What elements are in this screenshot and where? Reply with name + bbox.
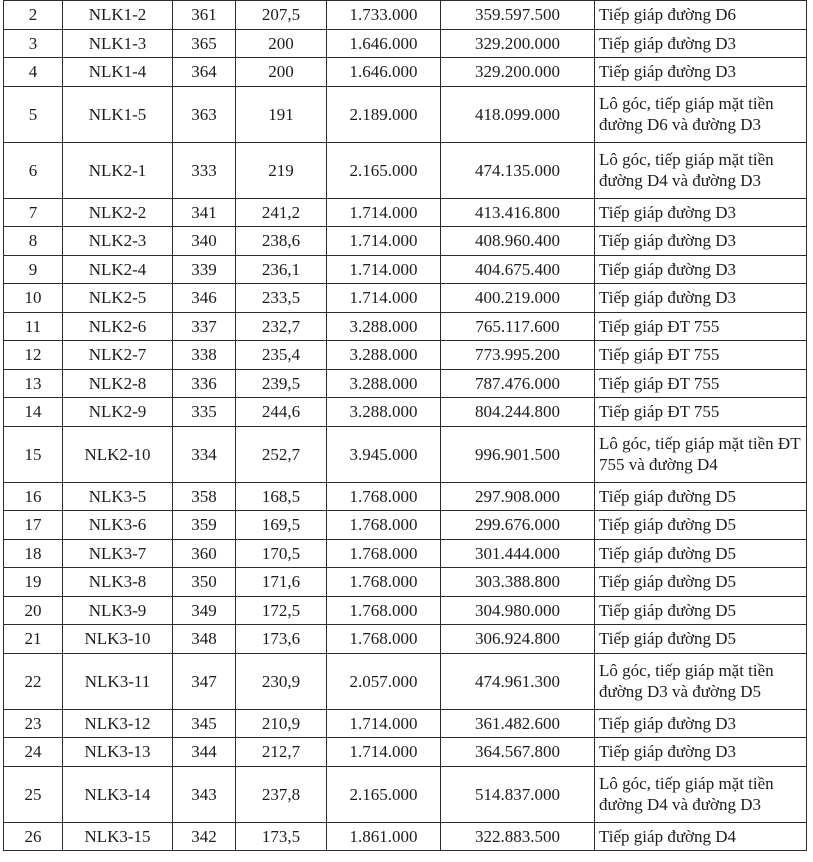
location-note: Lô góc, tiếp giáp mặt tiền đường D3 và đường D5 <box>595 653 807 709</box>
row-number: 17 <box>4 511 63 540</box>
unit-price: 1.714.000 <box>327 255 441 284</box>
lot-code: NLK2-7 <box>63 341 173 370</box>
total-price: 359.597.500 <box>441 1 595 30</box>
location-note: Tiếp giáp đường D5 <box>595 596 807 625</box>
unit-price: 2.165.000 <box>327 142 441 198</box>
lot-number: 360 <box>173 539 236 568</box>
location-note: Tiếp giáp đường D3 <box>595 255 807 284</box>
lot-area: 238,6 <box>236 227 327 256</box>
location-note: Tiếp giáp ĐT 755 <box>595 369 807 398</box>
unit-price: 1.768.000 <box>327 539 441 568</box>
unit-price: 3.288.000 <box>327 398 441 427</box>
total-price: 474.961.300 <box>441 653 595 709</box>
unit-price: 3.945.000 <box>327 426 441 482</box>
lot-area: 172,5 <box>236 596 327 625</box>
table-row <box>4 568 807 597</box>
table-row <box>4 709 807 738</box>
unit-price: 1.714.000 <box>327 284 441 313</box>
total-price: 413.416.800 <box>441 198 595 227</box>
table-row <box>4 539 807 568</box>
lot-area: 230,9 <box>236 653 327 709</box>
lot-number: 335 <box>173 398 236 427</box>
table-row <box>4 341 807 370</box>
location-note: Lô góc, tiếp giáp mặt tiền đường D6 và đường D3 <box>595 86 807 142</box>
location-note: Tiếp giáp đường D5 <box>595 482 807 511</box>
row-number: 8 <box>4 227 63 256</box>
location-note: Tiếp giáp ĐT 755 <box>595 341 807 370</box>
unit-price: 1.768.000 <box>327 568 441 597</box>
lot-code: NLK2-6 <box>63 312 173 341</box>
location-note: Tiếp giáp đường D6 <box>595 1 807 30</box>
lot-number: 343 <box>173 766 236 822</box>
lot-number: 346 <box>173 284 236 313</box>
lot-code: NLK3-9 <box>63 596 173 625</box>
total-price: 297.908.000 <box>441 482 595 511</box>
location-note: Tiếp giáp đường D4 <box>595 822 807 851</box>
lot-number: 364 <box>173 58 236 87</box>
lot-area: 239,5 <box>236 369 327 398</box>
lot-area: 235,4 <box>236 341 327 370</box>
lot-number: 350 <box>173 568 236 597</box>
lot-number: 344 <box>173 738 236 767</box>
lot-area: 219 <box>236 142 327 198</box>
lot-area: 173,6 <box>236 625 327 654</box>
total-price: 329.200.000 <box>441 58 595 87</box>
table-row <box>4 653 807 709</box>
lot-code: NLK1-4 <box>63 58 173 87</box>
total-price: 773.995.200 <box>441 341 595 370</box>
row-number: 14 <box>4 398 63 427</box>
row-number: 23 <box>4 709 63 738</box>
unit-price: 2.165.000 <box>327 766 441 822</box>
lot-area: 173,5 <box>236 822 327 851</box>
location-note: Tiếp giáp ĐT 755 <box>595 398 807 427</box>
unit-price: 2.189.000 <box>327 86 441 142</box>
row-number: 26 <box>4 822 63 851</box>
lot-code: NLK2-10 <box>63 426 173 482</box>
table-row <box>4 58 807 87</box>
unit-price: 3.288.000 <box>327 341 441 370</box>
lot-number: 341 <box>173 198 236 227</box>
unit-price: 1.714.000 <box>327 709 441 738</box>
total-price: 322.883.500 <box>441 822 595 851</box>
table-row <box>4 738 807 767</box>
lot-code: NLK3-7 <box>63 539 173 568</box>
location-note: Tiếp giáp ĐT 755 <box>595 312 807 341</box>
lot-number: 333 <box>173 142 236 198</box>
row-number: 24 <box>4 738 63 767</box>
location-note: Tiếp giáp đường D3 <box>595 284 807 313</box>
table-row <box>4 482 807 511</box>
lot-area: 237,8 <box>236 766 327 822</box>
lot-area: 241,2 <box>236 198 327 227</box>
total-price: 408.960.400 <box>441 227 595 256</box>
lot-code: NLK3-14 <box>63 766 173 822</box>
lot-code: NLK2-4 <box>63 255 173 284</box>
table-row <box>4 227 807 256</box>
unit-price: 1.714.000 <box>327 198 441 227</box>
row-number: 20 <box>4 596 63 625</box>
unit-price: 3.288.000 <box>327 312 441 341</box>
table-row <box>4 255 807 284</box>
location-note: Tiếp giáp đường D3 <box>595 198 807 227</box>
unit-price: 1.768.000 <box>327 596 441 625</box>
total-price: 787.476.000 <box>441 369 595 398</box>
lot-code: NLK3-12 <box>63 709 173 738</box>
lot-code: NLK2-8 <box>63 369 173 398</box>
row-number: 12 <box>4 341 63 370</box>
lot-code: NLK3-13 <box>63 738 173 767</box>
row-number: 18 <box>4 539 63 568</box>
unit-price: 1.768.000 <box>327 511 441 540</box>
lot-code: NLK1-5 <box>63 86 173 142</box>
total-price: 474.135.000 <box>441 142 595 198</box>
lot-number: 347 <box>173 653 236 709</box>
unit-price: 1.733.000 <box>327 1 441 30</box>
lot-area: 236,1 <box>236 255 327 284</box>
lot-area: 200 <box>236 58 327 87</box>
lot-code: NLK3-15 <box>63 822 173 851</box>
lot-number: 365 <box>173 29 236 58</box>
lot-area: 170,5 <box>236 539 327 568</box>
lot-code: NLK2-5 <box>63 284 173 313</box>
table-row <box>4 284 807 313</box>
location-note: Tiếp giáp đường D3 <box>595 58 807 87</box>
lot-area: 212,7 <box>236 738 327 767</box>
table-row <box>4 369 807 398</box>
table-row <box>4 142 807 198</box>
table-row <box>4 312 807 341</box>
table-row <box>4 625 807 654</box>
location-note: Tiếp giáp đường D3 <box>595 709 807 738</box>
lot-code: NLK2-9 <box>63 398 173 427</box>
location-note: Tiếp giáp đường D3 <box>595 29 807 58</box>
lot-number: 339 <box>173 255 236 284</box>
location-note: Tiếp giáp đường D3 <box>595 738 807 767</box>
table-body <box>4 1 807 851</box>
lot-code: NLK2-2 <box>63 198 173 227</box>
total-price: 361.482.600 <box>441 709 595 738</box>
lot-area: 169,5 <box>236 511 327 540</box>
table-row <box>4 426 807 482</box>
row-number: 13 <box>4 369 63 398</box>
lot-area: 200 <box>236 29 327 58</box>
row-number: 11 <box>4 312 63 341</box>
unit-price: 1.714.000 <box>327 738 441 767</box>
lot-number: 358 <box>173 482 236 511</box>
table-row <box>4 766 807 822</box>
unit-price: 1.768.000 <box>327 482 441 511</box>
lot-area: 171,6 <box>236 568 327 597</box>
lot-area: 244,6 <box>236 398 327 427</box>
unit-price: 3.288.000 <box>327 369 441 398</box>
total-price: 804.244.800 <box>441 398 595 427</box>
row-number: 16 <box>4 482 63 511</box>
lot-number: 345 <box>173 709 236 738</box>
lot-number: 340 <box>173 227 236 256</box>
lot-area: 233,5 <box>236 284 327 313</box>
lot-area: 232,7 <box>236 312 327 341</box>
lot-area: 252,7 <box>236 426 327 482</box>
row-number: 5 <box>4 86 63 142</box>
lot-area: 168,5 <box>236 482 327 511</box>
row-number: 22 <box>4 653 63 709</box>
total-price: 400.219.000 <box>441 284 595 313</box>
total-price: 404.675.400 <box>441 255 595 284</box>
table-row <box>4 29 807 58</box>
row-number: 21 <box>4 625 63 654</box>
table-row <box>4 198 807 227</box>
lot-number: 361 <box>173 1 236 30</box>
lot-area: 210,9 <box>236 709 327 738</box>
location-note: Tiếp giáp đường D5 <box>595 511 807 540</box>
unit-price: 1.646.000 <box>327 29 441 58</box>
location-note: Tiếp giáp đường D5 <box>595 625 807 654</box>
lot-number: 334 <box>173 426 236 482</box>
total-price: 329.200.000 <box>441 29 595 58</box>
lot-area: 207,5 <box>236 1 327 30</box>
lot-code: NLK1-2 <box>63 1 173 30</box>
total-price: 301.444.000 <box>441 539 595 568</box>
lot-number: 342 <box>173 822 236 851</box>
location-note: Lô góc, tiếp giáp mặt tiền đường D4 và đường D3 <box>595 766 807 822</box>
total-price: 996.901.500 <box>441 426 595 482</box>
lot-code: NLK2-1 <box>63 142 173 198</box>
total-price: 765.117.600 <box>441 312 595 341</box>
unit-price: 1.714.000 <box>327 227 441 256</box>
lot-code: NLK3-8 <box>63 568 173 597</box>
location-note: Lô góc, tiếp giáp mặt tiền ĐT 755 và đường D4 <box>595 426 807 482</box>
lot-number: 363 <box>173 86 236 142</box>
total-price: 306.924.800 <box>441 625 595 654</box>
row-number: 2 <box>4 1 63 30</box>
lot-code: NLK3-5 <box>63 482 173 511</box>
location-note: Lô góc, tiếp giáp mặt tiền đường D4 và đường D3 <box>595 142 807 198</box>
location-note: Tiếp giáp đường D5 <box>595 539 807 568</box>
total-price: 418.099.000 <box>441 86 595 142</box>
lot-number: 349 <box>173 596 236 625</box>
unit-price: 1.768.000 <box>327 625 441 654</box>
table-row <box>4 1 807 30</box>
lot-code: NLK3-10 <box>63 625 173 654</box>
row-number: 15 <box>4 426 63 482</box>
row-number: 9 <box>4 255 63 284</box>
table-row <box>4 86 807 142</box>
lot-code: NLK1-3 <box>63 29 173 58</box>
location-note: Tiếp giáp đường D5 <box>595 568 807 597</box>
lot-code: NLK2-3 <box>63 227 173 256</box>
row-number: 3 <box>4 29 63 58</box>
table-row <box>4 511 807 540</box>
total-price: 303.388.800 <box>441 568 595 597</box>
row-number: 6 <box>4 142 63 198</box>
lot-price-table <box>3 0 807 851</box>
lot-number: 337 <box>173 312 236 341</box>
table-row <box>4 822 807 851</box>
lot-number: 359 <box>173 511 236 540</box>
row-number: 7 <box>4 198 63 227</box>
lot-code: NLK3-11 <box>63 653 173 709</box>
location-note: Tiếp giáp đường D3 <box>595 227 807 256</box>
row-number: 25 <box>4 766 63 822</box>
row-number: 19 <box>4 568 63 597</box>
row-number: 4 <box>4 58 63 87</box>
unit-price: 2.057.000 <box>327 653 441 709</box>
table-row <box>4 596 807 625</box>
total-price: 514.837.000 <box>441 766 595 822</box>
lot-number: 336 <box>173 369 236 398</box>
unit-price: 1.646.000 <box>327 58 441 87</box>
total-price: 299.676.000 <box>441 511 595 540</box>
lot-area: 191 <box>236 86 327 142</box>
total-price: 304.980.000 <box>441 596 595 625</box>
unit-price: 1.861.000 <box>327 822 441 851</box>
table-row <box>4 398 807 427</box>
lot-code: NLK3-6 <box>63 511 173 540</box>
lot-number: 338 <box>173 341 236 370</box>
total-price: 364.567.800 <box>441 738 595 767</box>
row-number: 10 <box>4 284 63 313</box>
lot-number: 348 <box>173 625 236 654</box>
